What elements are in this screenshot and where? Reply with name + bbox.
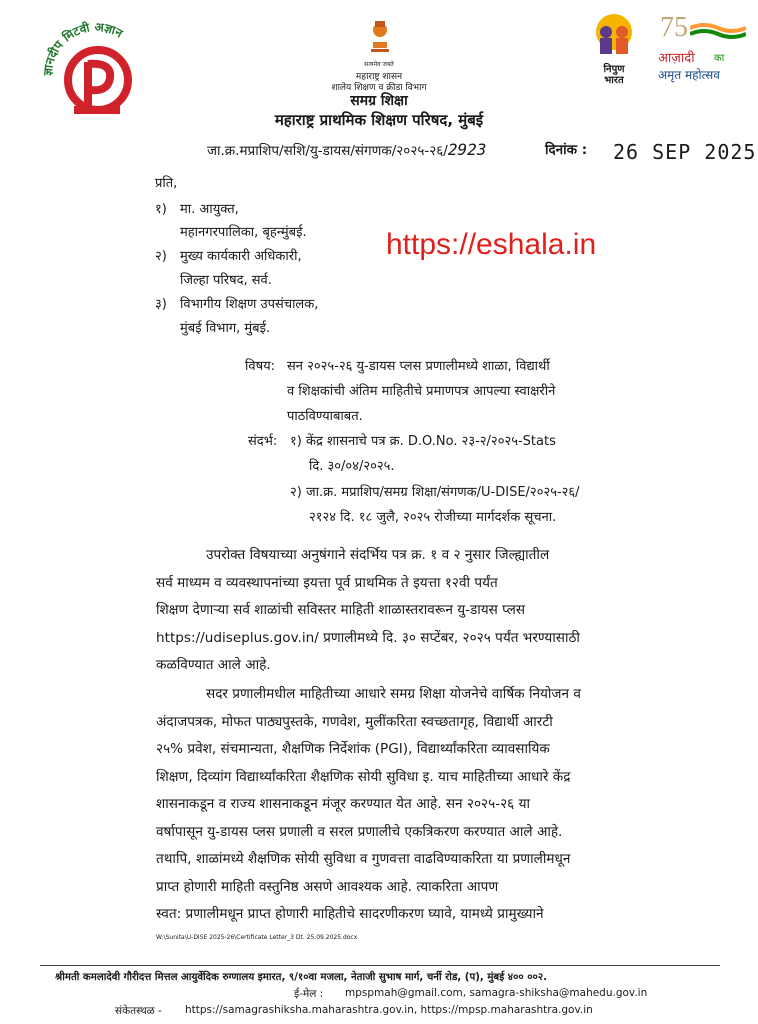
- p1-line: https://udiseplus.gov.in/ प्रणालीमध्ये दि. ३० सप्टेंबर, २०२५ पर्यंत भरण्यासाठी: [156, 629, 580, 646]
- gov-line2: शालेय शिक्षण व क्रीडा विभाग: [331, 83, 427, 93]
- recipient-3-line2: मुंबई विभाग, मुंबई.: [180, 321, 271, 336]
- emblem-motto: सत्यमेव जयते: [364, 61, 394, 68]
- file-path: W:\Sunita\U-DISE 2025-26\Certificate Letter_3 Dt. 25.09.2025.docx: [156, 934, 358, 941]
- p2-line: स्वत: प्रणालीमधून प्राप्त होणारी माहितीचे सादरणीकरण घ्यावे, यामध्ये प्रामुख्याने: [156, 906, 544, 922]
- p2-line: २५% प्रवेश, संचमान्यता, शैक्षणिक निर्देशांक (PGI), विद्यार्थ्यांकरिता व्यावसायिक: [156, 741, 550, 757]
- subject-label: विषय:: [245, 359, 276, 374]
- recipient-2-no: २): [155, 249, 167, 264]
- p2-line: तथापि, शाळांमध्ये शैक्षणिक सोयी सुविधा व गुणवत्ता वाढविण्याकरिता या प्रणालीमधून: [156, 851, 571, 867]
- recipient-1-no: १): [155, 202, 167, 217]
- ref2-line1: २) जा.क्र. मप्राशिप/समग्र शिक्षा/संगणक/U-DISE/२०२५-२६/: [290, 485, 580, 500]
- nipun-bharat-logo: [584, 10, 644, 90]
- azadi-text-3: अमृत महोत्सव: [658, 68, 720, 82]
- azadi-text-1: आज़ादी: [658, 51, 695, 66]
- gov-line1: महाराष्ट्र शासन: [355, 72, 403, 82]
- footer-email-label: ई-मेल :: [294, 988, 324, 1000]
- recipient-2-line1: मुख्य कार्यकारी अधिकारी,: [180, 249, 302, 264]
- subject-line1: सन २०२५-२६ यु-डायस प्लस प्रणालीमध्ये शाळा, विद्यार्थी: [287, 359, 550, 374]
- nipun-text: निपुण भारत: [603, 64, 625, 86]
- recipient-3-no: ३): [155, 297, 167, 312]
- azadi-amrit-mahotsav-logo: [654, 14, 750, 84]
- subject-line2: व शिक्षकांची अंतिम माहितीचे प्रमाणपत्र आपल्या स्वाक्षरीने: [287, 384, 556, 399]
- date-label: दिनांक :: [545, 142, 588, 158]
- p1-line: सर्व माध्यम व व्यवस्थापनांच्या इयत्ता पूर्व प्राथमिक ते इयत्ता १२वी पर्यंत: [156, 574, 498, 591]
- footer-web: https://samagrashiksha.maharashtra.gov.in, https://mpsp.maharashtra.gov.in: [185, 1004, 593, 1016]
- prati-label: प्रति,: [155, 176, 178, 191]
- recipient-3-line1: विभागीय शिक्षण उपसंचालक,: [180, 297, 319, 312]
- council-title: महाराष्ट्र प्राथमिक शिक्षण परिषद, मुंबई: [274, 111, 484, 129]
- footer-web-label: संकेतस्थळ -: [115, 1005, 162, 1017]
- recipient-1-line1: मा. आयुक्त,: [180, 202, 239, 217]
- state-emblem-icon: [369, 16, 391, 58]
- ref1-line1: १) केंद्र शासनाचे पत्र क्र. D.O.No. २३-२/२०२५-Stats: [290, 434, 556, 449]
- p2-line: प्राप्त होणारी माहिती वस्तुनिष्ठ असणे आवश्यक आहे. त्याकरिता आपण: [156, 878, 499, 895]
- p1-line: कळविण्यात आले आहे.: [156, 657, 271, 673]
- azadi-number: 75: [660, 12, 688, 43]
- logo-arc-text: ज्ञानदीप मिटवी अज्ञान: [40, 19, 125, 77]
- council-logo: [40, 14, 150, 124]
- reference-prefix: जा.क्र.मप्राशिप/सशि/यु-डायस/संगणक/२०२५-२६/: [207, 143, 448, 159]
- azadi-text-2: का: [714, 53, 725, 64]
- watermark-url: https://eshala.in: [386, 228, 597, 261]
- reference-handwritten: 2923: [447, 140, 487, 159]
- svg-text:ज्ञानदीप मिटवी अज्ञान: [41, 20, 127, 77]
- reference-number: [207, 140, 486, 159]
- p2-line: सदर प्रणालीमधील माहितीच्या आधारे समग्र शिक्षा योजनेचे वार्षिक नियोजन व: [206, 686, 581, 702]
- ref2-line2: २१२४ दि. १८ जुलै, २०२५ रोजीच्या मार्गदर्शक सूचना.: [309, 510, 557, 525]
- subject-line3: पाठविण्याबाबत.: [287, 409, 363, 424]
- recipient-1-line2: महानगरपालिका, बृहन्मुंबई.: [180, 225, 307, 240]
- org-title: समग्र शिक्षा: [350, 93, 408, 109]
- ref1-line2: दि. ३०/०४/२०२५.: [309, 459, 395, 474]
- p1-line: उपरोक्त विषयाच्या अनुषंगाने संदर्भिय पत्र क्र. १ व २ नुसार जिल्ह्यातील: [206, 547, 550, 563]
- footer-email: mpspmah@gmail.com, samagra-shiksha@mahedu.gov.in: [345, 987, 648, 999]
- p1-line: शिक्षण देणाऱ्या सर्व शाळांची सविस्तर माहिती शाळास्तरावरून यु-डायस प्लस: [156, 602, 526, 618]
- date-stamp: 26 SEP 2025: [613, 140, 757, 164]
- footer-address: श्रीमती कमलादेवी गौरीदत्त मित्तल आयुर्वेदिक रुग्णालय इमारत, ९/१०वा मजला, नेताजी सुभाष मार्ग, चर्नी रोड, (प), मुंबई ४०० ००२.: [55, 972, 547, 983]
- p2-line: शासनाकडून व राज्य शासनाकडून मंजूर करण्यात येत आहे. सन २०२५-२६ या: [156, 796, 530, 812]
- p2-line: शिक्षण, दिव्यांग विद्यार्थ्यांकरिता शैक्षणिक सोयी सुविधा इ. याच माहितीच्या आधारे केंद्र: [156, 768, 571, 785]
- footer-divider: [40, 965, 720, 966]
- p2-line: अंदाजपत्रक, मोफत पाठ्यपुस्तके, गणवेश, मुलींकरिता स्वच्छतागृह, विद्यार्थी आरटी: [156, 713, 553, 730]
- p2-line: वर्षापासून यु-डायस प्लस प्रणाली व सरल प्रणालीचे एकत्रिकरण करण्यात आले आहे.: [156, 823, 563, 840]
- recipient-2-line2: जिल्हा परिषद, सर्व.: [180, 273, 272, 288]
- paragraph-2: [156, 681, 656, 929]
- paragraph-1: [156, 542, 656, 680]
- references-label: संदर्भ:: [248, 434, 278, 449]
